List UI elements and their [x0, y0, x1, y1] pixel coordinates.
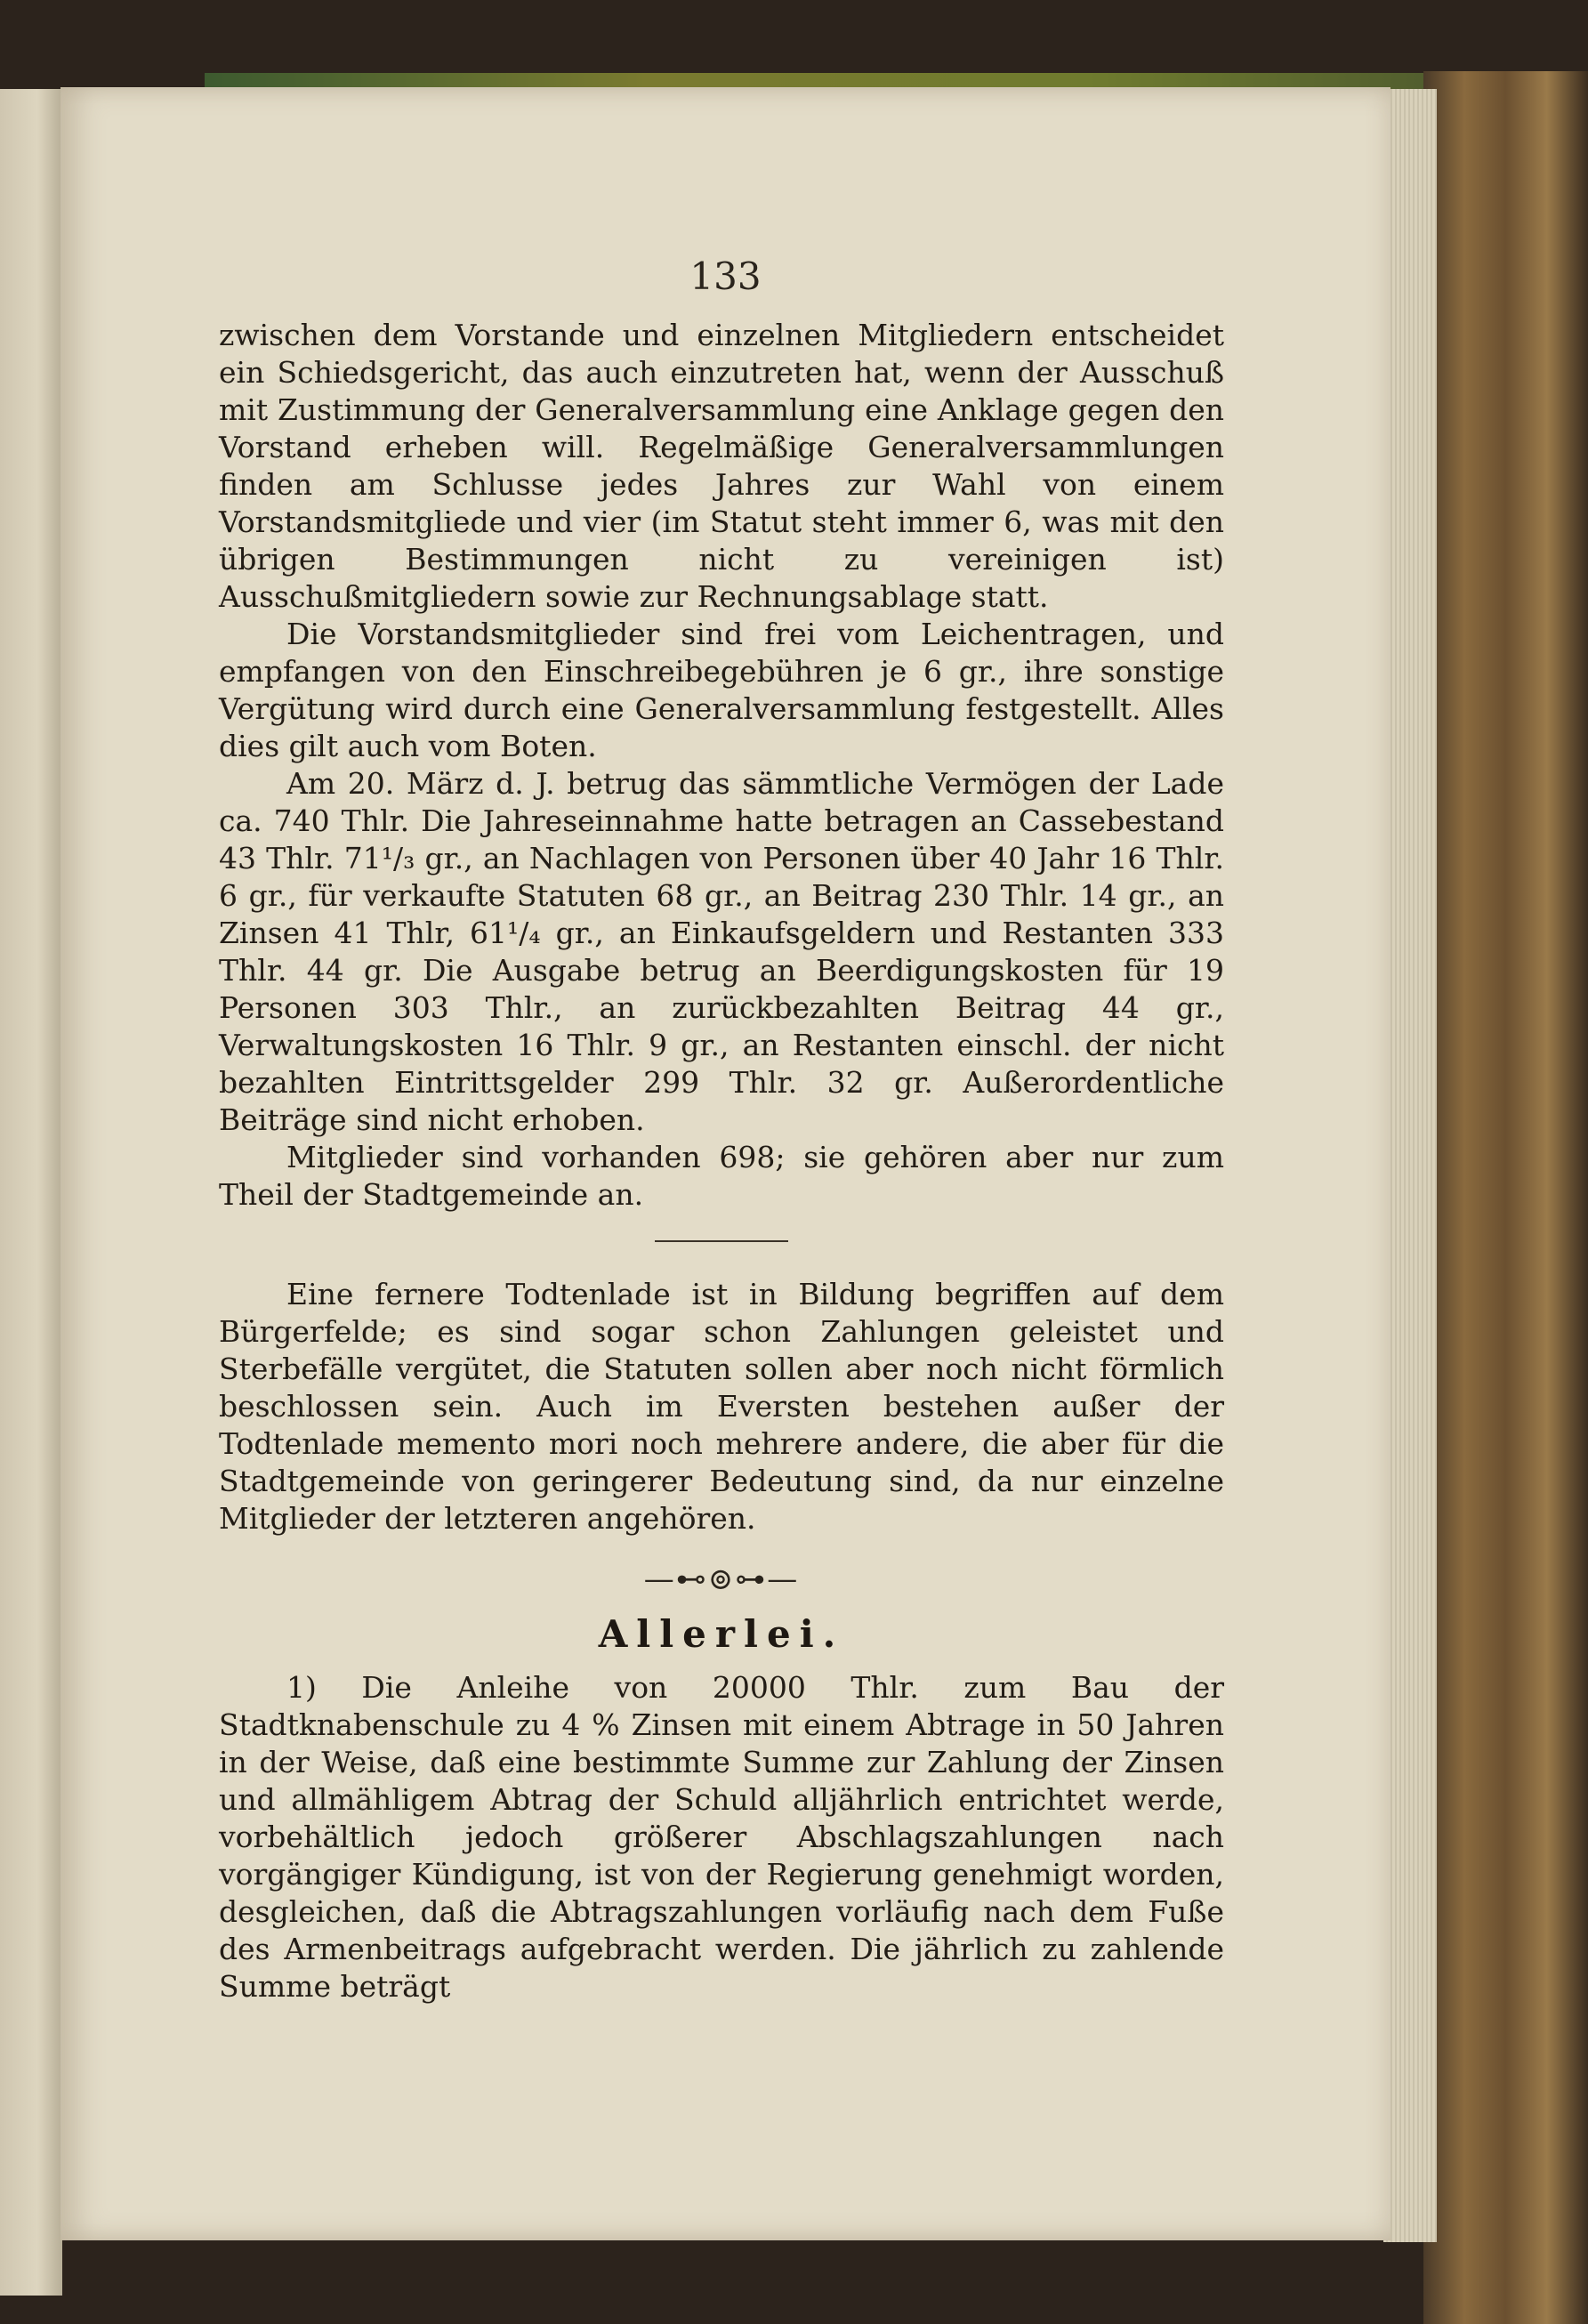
- page-number: 133: [689, 254, 762, 298]
- section-divider-rule: [655, 1240, 788, 1242]
- book-page: [60, 87, 1391, 2240]
- paragraph-schiedsgericht: zwischen dem Vorstande und einzelnen Mitgliedern entscheidet ein Schiedsgericht, das auch einzutreten hat, wenn der Ausschuß mit Zustimmung der Generalversammlung eine Anklage gegen den Vorstand erheben will. Regelmäßige Generalversammlungen finden am Schlusse jedes Jahres zur Wahl von einem Vorstandsmitgliede und vier (im Statut steht immer 6, was mit den übrigen Bestimmungen nicht zu vereinigen ist) Ausschußmitgliedern sowie zur Rechnungsablage statt.: [219, 318, 1224, 614]
- page-stack-edge: [1383, 89, 1437, 2242]
- paragraph-todtenlade: Eine fernere Todtenlade ist in Bildung begriffen auf dem Bürgerfelde; es sind sogar schon Zahlungen geleistet und Sterbefälle vergütet, die Statuten sollen aber noch nicht förmlich beschlossen sein. Auch im Eversten bestehen außer der Todtenlade memento mori noch mehrere andere, die aber für die Stadtgemeinde von geringerer Bedeutung sind, da nur einzelne Mitglieder der letzteren angehören.: [219, 1277, 1224, 1536]
- paragraph-anleihe: 1) Die Anleihe von 20000 Thlr. zum Bau der Stadtknabenschule zu 4 % Zinsen mit einem Abtrage in 50 Jahren in der Weise, daß eine bestimmte Summe zur Zahlung der Zinsen und allmähligem Abtrag der Schuld alljährlich entrichtet werde, vorbehältlich jedoch größerer Abschlagszahlungen nach vorgängiger Kündigung, ist von der Regierung genehmigt worden, desgleichen, daß die Abtragszahlungen vorläufig nach dem Fuße des Armenbeitrags aufgebracht werden. Die jährlich zu zahlende Summe beträgt: [219, 1670, 1224, 2004]
- section-heading: Allerlei.: [598, 1612, 845, 1656]
- page-text: [219, 317, 1224, 2005]
- paragraph-vorstandsmitglieder: Die Vorstandsmitglieder sind frei vom Leichentragen, und empfangen von den Einschreibegebühren je 6 gr., ihre sonstige Vergütung wird durch eine Generalversammlung festgestellt. Alles dies gilt auch vom Boten.: [219, 617, 1224, 763]
- book-cover-right: [1423, 71, 1588, 2324]
- left-page-edge: [0, 89, 62, 2296]
- ornament-divider: —⊷⊚⊶—: [643, 1561, 800, 1597]
- paragraph-mitglieder: Mitglieder sind vorhanden 698; sie gehören aber nur zum Theil der Stadtgemeinde an.: [219, 1140, 1224, 1212]
- paragraph-vermoegen: Am 20. März d. J. betrug das sämmtliche Vermögen der Lade ca. 740 Thlr. Die Jahreseinnahme hatte betragen an Cassebestand 43 Thlr. 71¹/₃ gr., an Nachlagen von Personen über 40 Jahr 16 Thlr. 6 gr., für verkaufte Statuten 68 gr., an Beitrag 230 Thlr. 14 gr., an Zinsen 41 Thlr, 61¹/₄ gr., an Einkaufsgeldern und Restanten 333 Thlr. 44 gr. Die Ausgabe betrug an Beerdigungskosten für 19 Personen 303 Thlr., an zurückbezahlten Beitrag 44 gr., Verwaltungskosten 16 Thlr. 9 gr., an Restanten einschl. der nicht bezahlten Eintrittsgelder 299 Thlr. 32 gr. Außerordentliche Beiträge sind nicht erhoben.: [219, 766, 1224, 1137]
